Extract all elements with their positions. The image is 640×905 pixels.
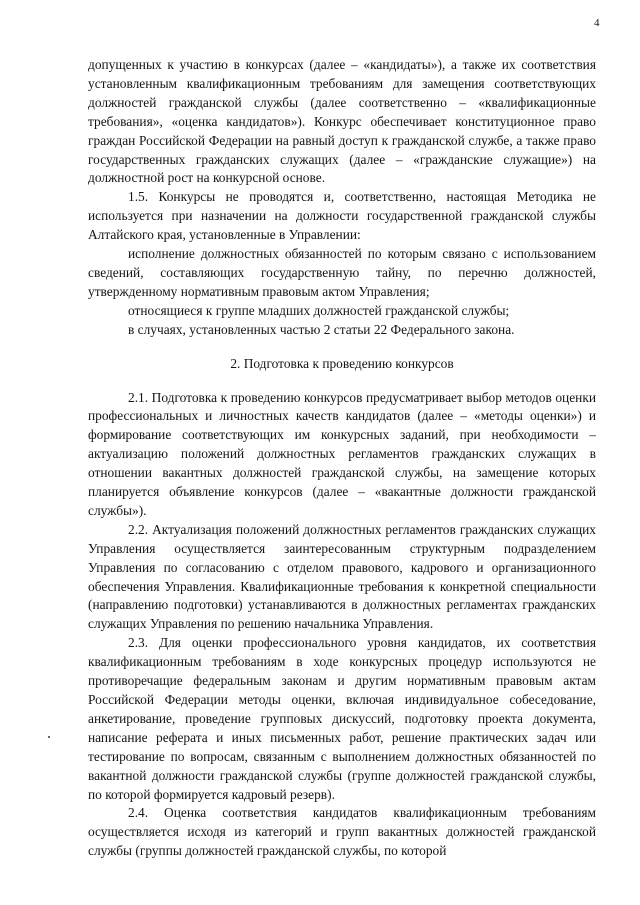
- list-item-law: в случаях, установленных частью 2 статьи 22 Федерального закона.: [128, 321, 515, 337]
- paragraph-2-2: 2.2. Актуализация положений должностных регламентов гражданских служащих Управления осуществляется заинтересованным структурным подразделением Управления по согласованию с отделом правового, кадрового и организационного обеспечения Управления. Квалификационные требования к конкретной специальности (направлению подготовки) устанавливаются в должностных регламентах гражданских служащих Управления по решению начальника Управления.: [88, 521, 596, 632]
- paragraph-2-1: 2.1. Подготовка к проведению конкурсов предусматривает выбор методов оценки профессиональных и личностных качеств кандидатов (далее – «методы оценки») и формирование соответствующих им конкурсных заданий, при необходимости – актуализацию положений должностных регламентов гражданских служащих в отношении вакантных должностей гражданской службы, на замещение которых планируется объявление конкурсов (далее – «вакантные должности гражданской службы»).: [88, 389, 596, 518]
- margin-dot: [48, 736, 50, 738]
- list-item-secret: исполнение должностных обязанностей по которым связано с использованием сведений, составляющих государственную тайну, по перечню должностей, утвержденному нормативным правовым актом Управления;: [88, 246, 596, 299]
- page-number: 4: [594, 17, 600, 29]
- paragraph-2-3: 2.3. Для оценки профессионального уровня кандидатов, их соответствия квалификационным требованиям в ходе конкурсных процедур используются не противоречащие федеральным законам и другим нормативным правовым актам Российской Федерации методы оценки, включая индивидуальное собеседование, анкетирование, проведение групповых дискуссий, подготовку проекта документа, написание реферата и иных письменных работ, решение практических задач или тестирование по вопросам, связанным с выполнением должностных обязанностей по вакантной должности гражданской службы (группе должностей гражданской службы, по которой формируется кадровый резерв).: [88, 635, 596, 802]
- document-body: [88, 56, 596, 861]
- paragraph-2-4: 2.4. Оценка соответствия кандидатов квалификационным требованиям осуществляется исходя из категорий и групп вакантных должностей гражданской службы (группы должностей гражданской службы, по которой: [88, 805, 596, 859]
- paragraph-1-5: 1.5. Конкурсы не проводятся и, соответственно, настоящая Методика не используется при назначении на должности государственной гражданской службы Алтайского края, установленные в Управлении:: [88, 189, 596, 243]
- section-heading-2: 2. Подготовка к проведению конкурсов: [230, 355, 454, 371]
- list-item-junior: относящиеся к группе младших должностей гражданской службы;: [128, 302, 510, 318]
- paragraph-continuation: допущенных к участию в конкурсах (далее – «кандидаты»), а также их соответствия установленным квалификационным требованиям для замещения соответствующих должностей гражданской службы (далее соответственно – «квалификационные требования», «оценка кандидатов»). Конкурс обеспечивает конституционное право граждан Российской Федерации на равный доступ к гражданской службе, а также право государственных гражданских служащих (далее – «гражданские служащие») на должностной рост на конкурсной основе.: [88, 57, 596, 186]
